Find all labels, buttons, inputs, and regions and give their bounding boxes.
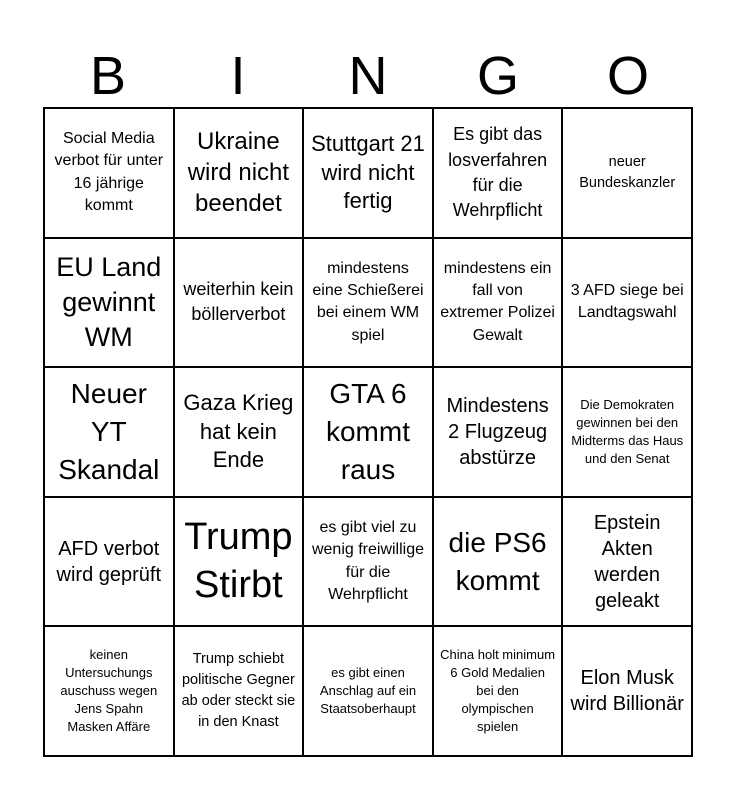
bingo-cell[interactable]: GTA 6 kommt raus — [304, 368, 434, 498]
bingo-cell[interactable]: 3 AFD siege bei Landtagswahl — [563, 239, 693, 369]
header-letter-b: B — [89, 46, 127, 106]
bingo-cell[interactable]: Es gibt das losverfahren für die Wehrpflicht — [434, 109, 564, 239]
bingo-cell[interactable]: Die Demokraten gewinnen bei den Midterms das Haus und den Senat — [563, 368, 693, 498]
bingo-cell[interactable]: Stuttgart 21 wird nicht fertig — [304, 109, 434, 239]
bingo-header — [43, 44, 693, 108]
bingo-cell[interactable]: Social Media verbot für unter 16 jährige kommt — [45, 109, 175, 239]
bingo-cell[interactable]: Neuer YT Skandal — [45, 368, 175, 498]
bingo-cell[interactable]: Mindestens 2 Flugzeug abstürze — [434, 368, 564, 498]
bingo-cell[interactable]: EU Land gewinnt WM — [45, 239, 175, 369]
bingo-cell[interactable]: es gibt einen Anschlag auf ein Staatsoberhaupt — [304, 627, 434, 757]
bingo-cell[interactable]: China holt minimum 6 Gold Medalien bei den olympischen spielen — [434, 627, 564, 757]
header-letter-i: I — [230, 46, 246, 106]
bingo-cell[interactable]: Elon Musk wird Billionär — [563, 627, 693, 757]
bingo-cell[interactable]: Gaza Krieg hat kein Ende — [175, 368, 305, 498]
header-letter-g: G — [476, 46, 519, 106]
header-letter-n: N — [348, 46, 388, 106]
bingo-cell[interactable]: Ukraine wird nicht beendet — [175, 109, 305, 239]
bingo-cell[interactable]: neuer Bundeskanzler — [563, 109, 693, 239]
bingo-cell[interactable]: weiterhin kein böllerverbot — [175, 239, 305, 369]
header-letter-o: O — [606, 46, 649, 106]
bingo-cell[interactable]: keinen Untersuchungs auschuss wegen Jens Spahn Masken Affäre — [45, 627, 175, 757]
bingo-cell[interactable]: Trump schiebt politische Gegner ab oder steckt sie in den Knast — [175, 627, 305, 757]
bingo-cell[interactable]: Epstein Akten werden geleakt — [563, 498, 693, 628]
bingo-cell[interactable]: es gibt viel zu wenig freiwillige für die Wehrpflicht — [304, 498, 434, 628]
bingo-cell[interactable]: mindestens eine Schießerei bei einem WM spiel — [304, 239, 434, 369]
bingo-cell[interactable]: AFD verbot wird geprüft — [45, 498, 175, 628]
bingo-grid — [43, 107, 693, 757]
bingo-cell[interactable]: die PS6 kommt — [434, 498, 564, 628]
bingo-cell[interactable]: mindestens ein fall von extremer Polizei Gewalt — [434, 239, 564, 369]
bingo-cell[interactable]: Trump Stirbt — [175, 498, 305, 628]
